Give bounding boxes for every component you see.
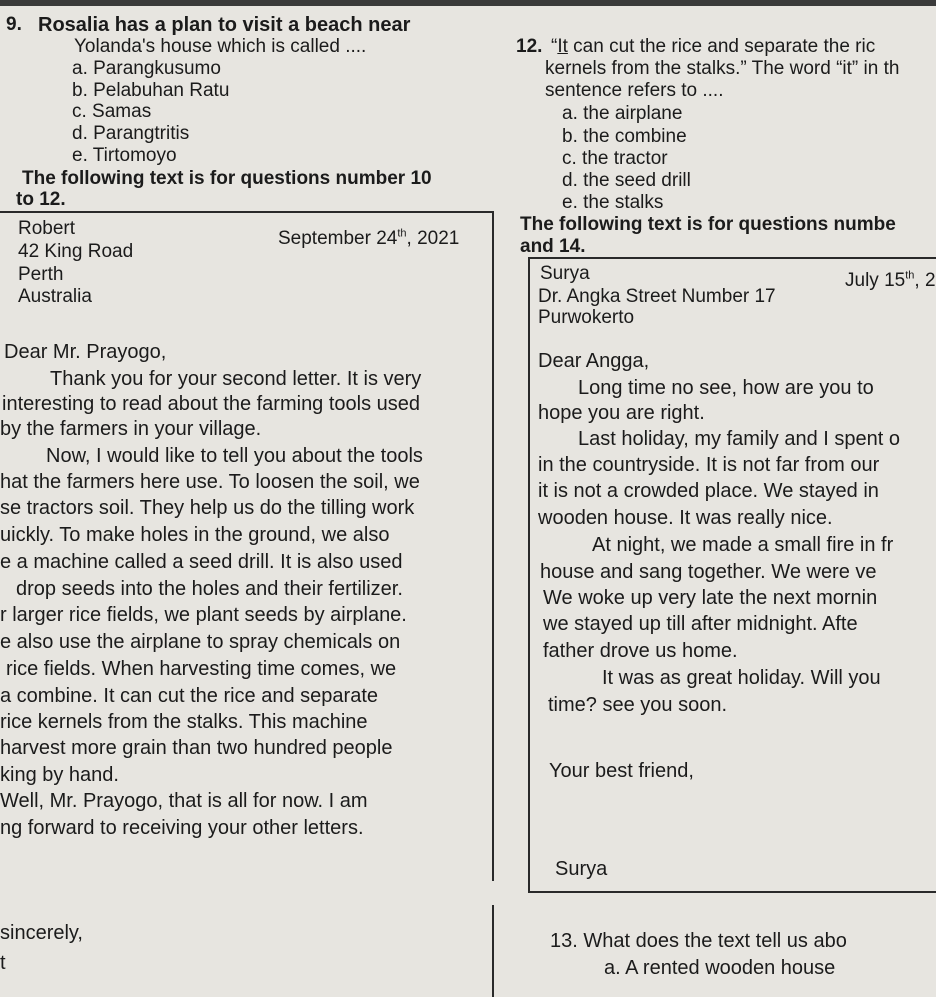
left-body-line-18: ng forward to receiving your other letters.	[0, 817, 364, 839]
q12-option-e: e. the stalks	[562, 192, 664, 213]
q13-option-a: a. A rented wooden house	[604, 957, 836, 979]
left-letter-right-border-lower	[492, 905, 494, 997]
left-body-line-7: uickly. To make holes in the ground, we also	[0, 524, 390, 546]
q9-option-b: b. Pelabuhan Ratu	[72, 80, 230, 101]
q12-line-2: kernels from the stalks.” The word “it” in th	[545, 58, 900, 79]
left-address-line-2: Perth	[18, 264, 64, 285]
right-letter-bottom-border	[528, 891, 936, 893]
left-body-line-2: interesting to read about the farming tools used	[2, 393, 421, 415]
right-body-line-11: father drove us home.	[543, 640, 738, 662]
right-letter-date: July 15th, 2	[845, 269, 936, 291]
q9-line-1: Rosalia has a plan to visit a beach near	[38, 14, 411, 36]
left-body-line-6: se tractors soil. They help us do the tilling work	[0, 497, 415, 519]
intro-10-12-line-1: The following text is for questions number 10	[22, 168, 432, 189]
left-letter-right-border	[492, 211, 494, 881]
left-body-line-14: rice kernels from the stalks. This machine	[0, 711, 368, 733]
right-body-line-1: Long time no see, how are you to	[578, 377, 874, 399]
right-body-line-13: time? see you soon.	[548, 694, 727, 716]
left-letter-date: September 24th, 2021	[278, 227, 460, 249]
right-body-line-6: wooden house. It was really nice.	[538, 507, 833, 529]
left-address-line-3: Australia	[18, 286, 92, 307]
right-body-line-5: it is not a crowded place. We stayed in	[538, 480, 879, 502]
intro-13-14-line-2: and 14.	[520, 236, 586, 257]
right-closing: Your best friend,	[549, 760, 694, 782]
right-body-line-7: At night, we made a small fire in fr	[592, 534, 894, 556]
q12-line-1: “It can cut the rice and separate the ric	[551, 36, 876, 57]
left-body-line-15: harvest more grain than two hundred people	[0, 737, 393, 759]
q9-number: 9.	[6, 14, 22, 35]
q12-line-3: sentence refers to ....	[545, 80, 724, 101]
left-body-line-9: drop seeds into the holes and their fertilizer.	[16, 578, 403, 600]
right-sender-name: Surya	[540, 263, 590, 284]
q9-option-a: a. Parangkusumo	[72, 58, 221, 79]
left-body-line-4: Now, I would like to tell you about the tools	[46, 445, 423, 467]
right-letter-left-border	[528, 257, 530, 893]
q13-line: 13. What does the text tell us abo	[550, 930, 847, 952]
left-signature: t	[0, 952, 6, 974]
right-address-line-1: Dr. Angka Street Number 17	[538, 286, 776, 307]
right-address-line-2: Purwokerto	[538, 307, 635, 328]
q12-option-b: b. the combine	[562, 126, 687, 147]
q12-option-c: c. the tractor	[562, 148, 668, 169]
right-body-line-9: We woke up very late the next mornin	[543, 587, 878, 609]
left-sender-name: Robert	[18, 218, 76, 239]
top-rule	[0, 0, 936, 6]
right-body-line-10: we stayed up till after midnight. Afte	[543, 613, 858, 635]
left-body-line-3: by the farmers in your village.	[0, 418, 262, 440]
left-body-line-11: e also use the airplane to spray chemicals on	[0, 631, 401, 653]
left-body-line-5: hat the farmers here use. To loosen the soil, we	[0, 471, 420, 493]
q9-option-e: e. Tirtomoyo	[72, 145, 177, 166]
q12-option-a: a. the airplane	[562, 103, 683, 124]
right-signature: Surya	[555, 858, 608, 880]
right-letter-top-border	[528, 257, 936, 259]
q12-option-d: d. the seed drill	[562, 170, 691, 191]
q9-line-2: Yolanda's house which is called ....	[74, 36, 367, 57]
left-body-line-16: king by hand.	[0, 764, 119, 786]
q12-number: 12.	[516, 36, 543, 57]
left-address-line-1: 42 King Road	[18, 241, 134, 262]
left-letter-top-border	[0, 211, 494, 213]
left-body-line-1: Thank you for your second letter. It is very	[50, 368, 422, 390]
q9-option-c: c. Samas	[72, 101, 152, 122]
intro-10-12-line-2: to 12.	[16, 189, 66, 210]
left-body-line-13: a combine. It can cut the rice and separate	[0, 685, 378, 707]
right-greeting: Dear Angga,	[538, 350, 650, 372]
left-closing: sincerely,	[0, 922, 83, 944]
left-greeting: Dear Mr. Prayogo,	[4, 341, 167, 363]
intro-13-14-line-1: The following text is for questions numbe	[520, 214, 896, 235]
left-body-line-10: r larger rice fields, we plant seeds by airplane.	[0, 604, 407, 626]
right-body-line-4: in the countryside. It is not far from our	[538, 454, 880, 476]
left-body-line-8: e a machine called a seed drill. It is also used	[0, 551, 403, 573]
left-body-line-17: Well, Mr. Prayogo, that is all for now. I am	[0, 790, 368, 812]
right-body-line-3: Last holiday, my family and I spent o	[578, 428, 901, 450]
right-body-line-12: It was as great holiday. Will you	[602, 667, 881, 689]
q9-option-d: d. Parangtritis	[72, 123, 190, 144]
right-body-line-8: house and sang together. We were ve	[540, 561, 877, 583]
right-body-line-2: hope you are right.	[538, 402, 705, 424]
left-body-line-12: rice fields. When harvesting time comes, we	[6, 658, 397, 680]
